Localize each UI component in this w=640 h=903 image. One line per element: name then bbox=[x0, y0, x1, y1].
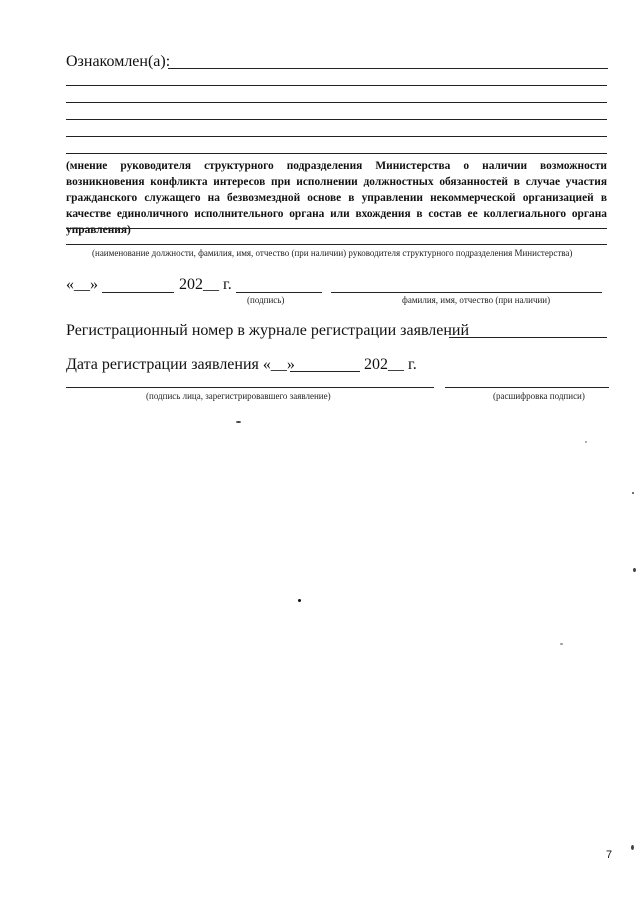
blank-line bbox=[66, 85, 607, 86]
blank-line bbox=[66, 228, 607, 229]
head-name-caption: фамилия, имя, отчество (при наличии) bbox=[402, 295, 551, 305]
registrar-signature-caption: (подпись лица, зарегистрировавшего заявление) bbox=[146, 391, 331, 401]
opinion-instruction: (мнение руководителя структурного подразделения Министерства о наличии возможности возникновения конфликта интересов при исполнении должностных обязанностей в случае участия гражданского служащего на безвозмездной основе в управлении некоммерческой организацией в качестве единоличного исполнительного органа или вхождения в состав ее коллегиального органа управления) bbox=[66, 160, 607, 236]
registrar-decode-caption: (расшифровка подписи) bbox=[493, 391, 585, 401]
scan-speck bbox=[631, 845, 634, 850]
blank-line bbox=[66, 153, 607, 154]
date-year: 202__ г. bbox=[179, 276, 232, 293]
acknowledged-signature-line bbox=[168, 68, 608, 69]
acknowledged-label: Ознакомлен(а): bbox=[66, 53, 171, 70]
scan-speck bbox=[298, 599, 301, 602]
page-number: 7 bbox=[606, 849, 613, 861]
head-position-line bbox=[66, 244, 607, 245]
registration-number-label: Регистрационный номер в журнале регистрации заявлений bbox=[66, 322, 470, 339]
scan-speck bbox=[585, 441, 587, 443]
head-position-caption: (наименование должности, фамилия, имя, отчество (при наличии) руководителя структурного подразделения Министерства) bbox=[92, 248, 573, 258]
scan-speck bbox=[236, 421, 241, 423]
registration-number-line bbox=[449, 337, 607, 338]
blank-line bbox=[66, 119, 607, 120]
date-day-quote: «__» bbox=[66, 276, 98, 293]
registrar-signature-line bbox=[66, 387, 434, 388]
registration-date-year: 202__ г. bbox=[364, 356, 417, 373]
blank-line bbox=[66, 102, 607, 103]
scan-speck bbox=[633, 568, 636, 572]
head-signature-line bbox=[236, 292, 322, 293]
scan-speck bbox=[632, 492, 634, 494]
head-signature-caption: (подпись) bbox=[247, 295, 285, 305]
scan-speck bbox=[560, 643, 563, 645]
registration-month-line bbox=[290, 371, 360, 372]
head-name-line bbox=[331, 292, 602, 293]
blank-line bbox=[66, 136, 607, 137]
registration-date-label: Дата регистрации заявления «__» bbox=[66, 356, 295, 373]
registrar-decode-line bbox=[445, 387, 609, 388]
date-month-line bbox=[102, 292, 174, 293]
